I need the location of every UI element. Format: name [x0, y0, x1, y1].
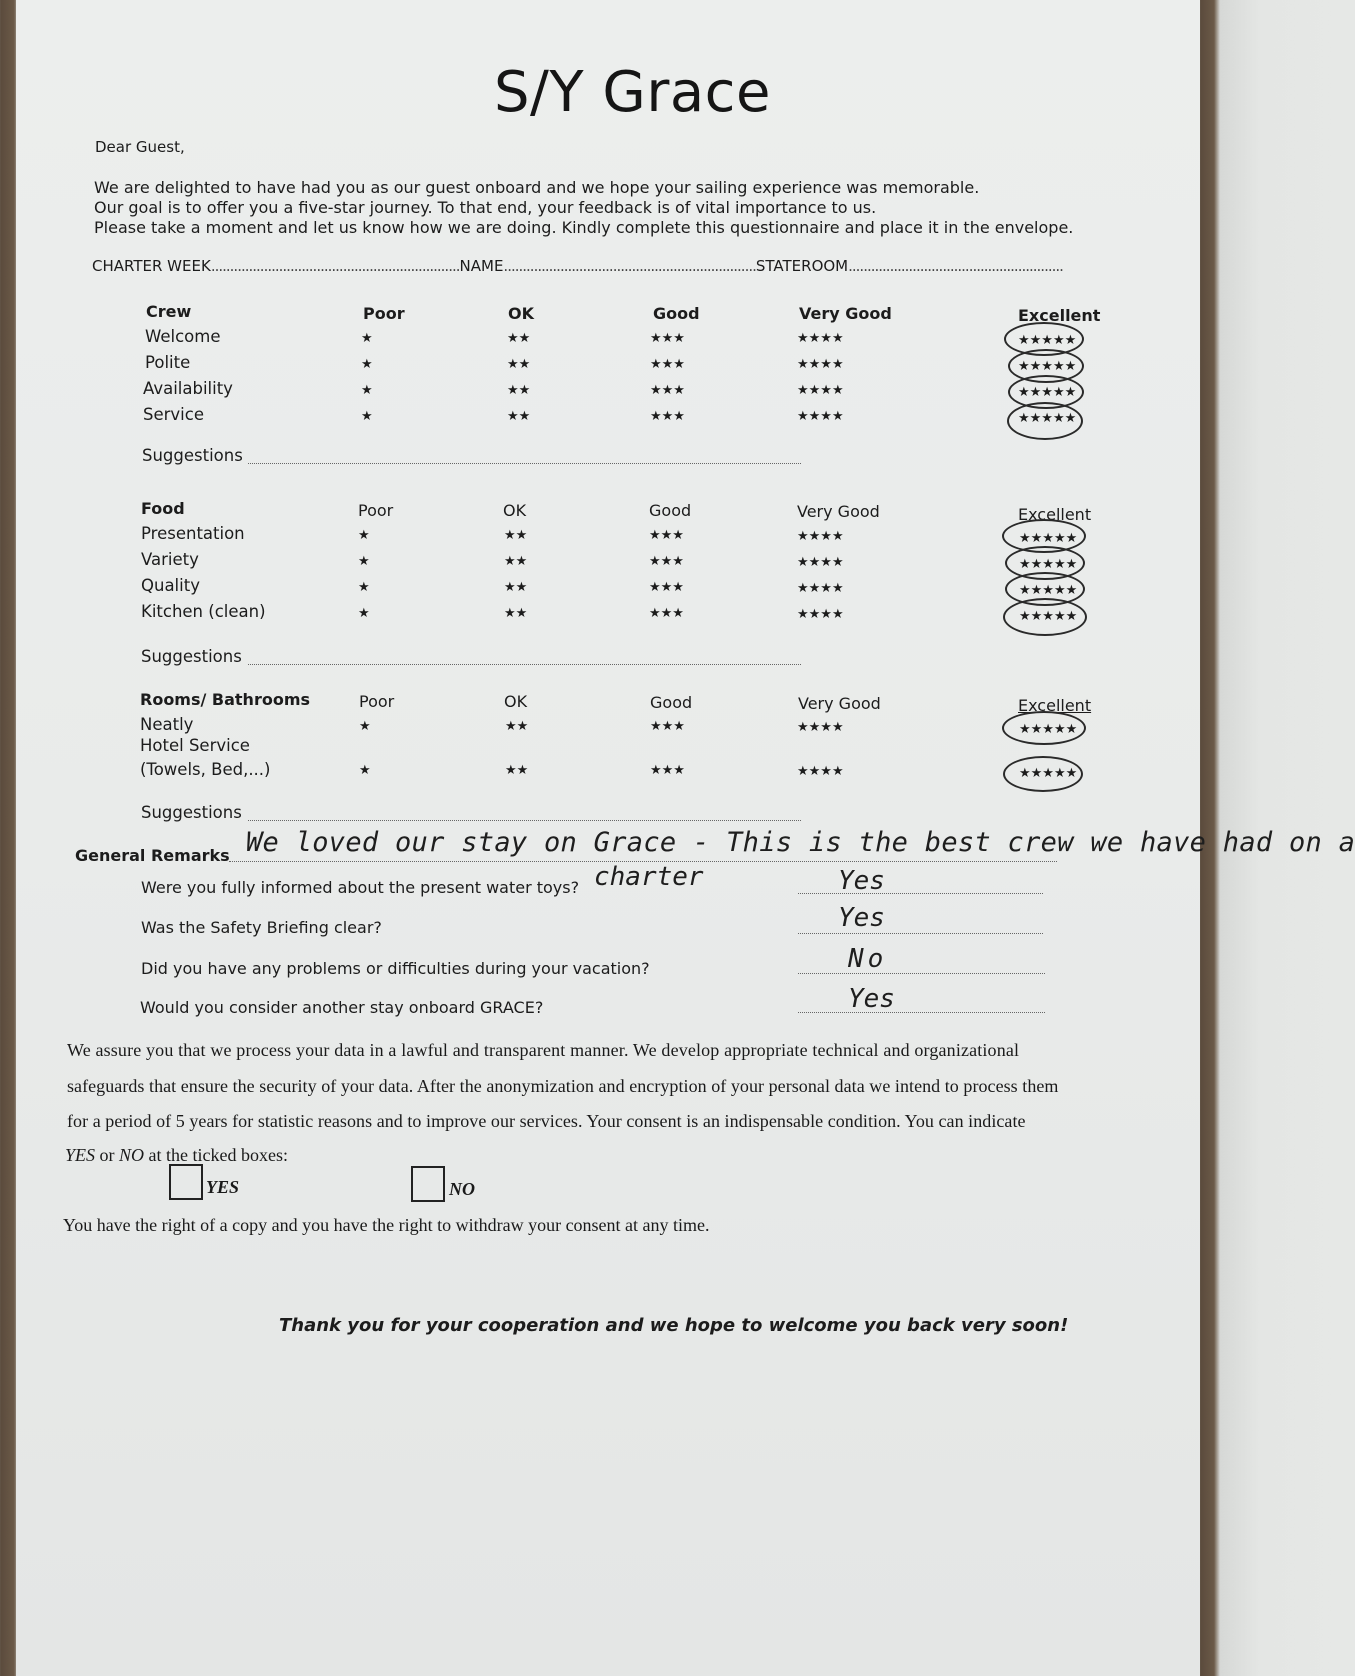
consent-tail: at the ticked boxes: — [144, 1145, 288, 1165]
row-label: Quality — [141, 576, 200, 595]
handwritten-remark-cont: charter — [594, 862, 704, 892]
general-remarks-label: General Remarks — [75, 846, 230, 865]
rating-very-good[interactable]: ★★★★ — [797, 607, 844, 622]
row-label: Neatly — [140, 715, 194, 734]
rating-very-good[interactable]: ★★★★ — [797, 331, 844, 346]
handwritten-answer: No — [848, 944, 888, 974]
guest-fields — [92, 257, 1063, 275]
yes-word: YES — [65, 1145, 96, 1165]
food-suggestions-field[interactable] — [248, 664, 801, 665]
answer-field[interactable] — [798, 1012, 1045, 1013]
handwritten-answer: Yes — [838, 903, 885, 933]
rating-very-good[interactable]: ★★★★ — [797, 720, 844, 735]
thank-you-line: Thank you for your cooperation and we hope to welcome you back very soon! — [279, 1315, 1069, 1336]
rating-good[interactable]: ★★★ — [650, 763, 685, 778]
col-very-good: Very Good — [797, 502, 880, 521]
col-poor: Poor — [359, 692, 395, 711]
col-good: Good — [649, 501, 692, 520]
rating-ok[interactable]: ★★ — [505, 719, 529, 734]
handwritten-remark: We loved our stay on Grace - This is the best crew we have had on a — [246, 827, 1355, 858]
salutation: Dear Guest, — [95, 138, 185, 156]
row-label: Variety — [141, 550, 199, 569]
rating-good[interactable]: ★★★ — [649, 580, 684, 595]
suggestions-label: Suggestions — [141, 647, 242, 666]
selected-circle — [1003, 756, 1083, 792]
rating-poor[interactable]: ★ — [361, 409, 373, 424]
rating-poor[interactable]: ★ — [358, 606, 370, 621]
rating-very-good[interactable]: ★★★★ — [797, 529, 844, 544]
question-text: Was the Safety Briefing clear? — [141, 918, 382, 937]
rating-excellent[interactable]: ★★★★★ — [1019, 531, 1078, 546]
rooms-suggestions-field[interactable] — [248, 820, 801, 821]
charter-week-label: CHARTER WEEK — [92, 257, 211, 275]
consent-line: for a period of 5 years for statistic reasons and to improve our services. Your consent is an indispensable condition. You can indicate — [67, 1111, 1026, 1131]
rights-line: You have the right of a copy and you have the right to withdraw your consent at any time. — [63, 1215, 710, 1235]
rating-good[interactable]: ★★★ — [649, 606, 684, 621]
rating-poor[interactable]: ★ — [361, 331, 373, 346]
rating-good[interactable]: ★★★ — [650, 719, 685, 734]
col-poor: Poor — [363, 304, 405, 323]
selected-circle — [1003, 598, 1087, 636]
rating-very-good[interactable]: ★★★★ — [797, 555, 844, 570]
stateroom-field[interactable]: ......................................................... — [848, 257, 1063, 275]
name-field[interactable]: ................................................................... — [503, 257, 756, 275]
or-word: or — [95, 1145, 120, 1165]
col-excellent: Excellent — [1018, 306, 1101, 325]
col-ok: OK — [504, 692, 528, 711]
row-label: Availability — [143, 379, 233, 398]
row-label: Hotel Service — [140, 736, 250, 755]
intro-line: Our goal is to offer you a five-star journey. To that end, your feedback is of vital importance to us. — [94, 198, 877, 217]
col-very-good: Very Good — [799, 304, 892, 323]
col-ok: OK — [503, 501, 527, 520]
row-label: Polite — [145, 353, 191, 372]
yes-label: YES — [206, 1177, 240, 1197]
rating-ok[interactable]: ★★ — [507, 383, 531, 398]
consent-line: safeguards that ensure the security of your data. After the anonymization and encryption of your personal data we intend to process them — [67, 1076, 1059, 1096]
row-label: Welcome — [145, 327, 221, 346]
row-label: Service — [143, 405, 204, 424]
col-excellent: Excellent — [1018, 505, 1092, 524]
stateroom-label: STATEROOM — [755, 257, 849, 275]
rating-excellent[interactable]: ★★★★★ — [1018, 411, 1077, 426]
intro-line: We are delighted to have had you as our guest onboard and we hope your sailing experience was memorable. — [94, 178, 980, 197]
answer-field[interactable] — [798, 933, 1043, 934]
rating-excellent[interactable]: ★★★★★ — [1018, 359, 1077, 374]
consent-line — [65, 1145, 288, 1166]
col-ok: OK — [508, 304, 534, 323]
rating-ok[interactable]: ★★ — [507, 331, 531, 346]
rating-good[interactable]: ★★★ — [650, 357, 685, 372]
rating-very-good[interactable]: ★★★★ — [797, 409, 844, 424]
rating-poor[interactable]: ★ — [359, 719, 371, 734]
rating-very-good[interactable]: ★★★★ — [797, 581, 844, 596]
rating-ok[interactable]: ★★ — [507, 357, 531, 372]
answer-field[interactable] — [798, 973, 1045, 974]
handwritten-answer: Yes — [848, 984, 895, 1014]
rating-poor[interactable]: ★ — [361, 383, 373, 398]
suggestions-label: Suggestions — [142, 446, 243, 465]
rating-ok[interactable]: ★★ — [504, 528, 528, 543]
row-label: (Towels, Bed,...) — [140, 760, 271, 779]
rating-good[interactable]: ★★★ — [649, 554, 684, 569]
rating-excellent[interactable]: ★★★★★ — [1019, 583, 1078, 598]
rating-excellent[interactable]: ★★★★★ — [1019, 766, 1078, 781]
rating-very-good[interactable]: ★★★★ — [797, 357, 844, 372]
rating-poor[interactable]: ★ — [358, 528, 370, 543]
rating-excellent[interactable]: ★★★★★ — [1019, 609, 1078, 624]
no-checkbox[interactable] — [411, 1166, 445, 1202]
rating-ok[interactable]: ★★ — [504, 606, 528, 621]
rooms-heading: Rooms/ Bathrooms — [140, 690, 311, 709]
rating-ok[interactable]: ★★ — [507, 409, 531, 424]
feedback-sheet — [16, 0, 1355, 1676]
rating-poor[interactable]: ★ — [358, 554, 370, 569]
rating-very-good[interactable]: ★★★★ — [797, 383, 844, 398]
no-label: NO — [449, 1179, 475, 1199]
rating-ok[interactable]: ★★ — [504, 554, 528, 569]
intro-paragraph — [94, 178, 1073, 238]
page-title: S/Y Grace — [494, 60, 771, 125]
crew-suggestions-field[interactable] — [248, 463, 801, 464]
no-word: NO — [119, 1145, 145, 1165]
rating-good[interactable]: ★★★ — [650, 331, 685, 346]
rating-good[interactable]: ★★★ — [650, 383, 685, 398]
question-text: Did you have any problems or difficulties during your vacation? — [141, 959, 650, 978]
yes-checkbox[interactable] — [169, 1164, 203, 1200]
rating-excellent[interactable]: ★★★★★ — [1018, 333, 1077, 348]
col-poor: Poor — [358, 501, 394, 520]
answer-field[interactable] — [798, 893, 1043, 894]
question-text: Were you fully informed about the present water toys? — [141, 878, 580, 897]
suggestions-label: Suggestions — [141, 803, 242, 822]
intro-line: Please take a moment and let us know how we are doing. Kindly complete this questionnaire and place it in the envelope. — [94, 218, 1074, 237]
col-good: Good — [650, 693, 693, 712]
charter-week-field[interactable]: .................................................................. — [210, 257, 460, 275]
crew-heading: Crew — [146, 302, 192, 321]
rating-poor[interactable]: ★ — [361, 357, 373, 372]
handwritten-answer: Yes — [838, 866, 885, 896]
rating-ok[interactable]: ★★ — [504, 580, 528, 595]
col-excellent: Excellent — [1018, 696, 1092, 715]
name-label: NAME — [459, 257, 504, 275]
rating-poor[interactable]: ★ — [358, 580, 370, 595]
rating-poor[interactable]: ★ — [359, 763, 371, 778]
rating-excellent[interactable]: ★★★★★ — [1018, 385, 1077, 400]
rating-good[interactable]: ★★★ — [649, 528, 684, 543]
col-very-good: Very Good — [798, 694, 881, 713]
row-label: Kitchen (clean) — [141, 602, 266, 621]
rating-very-good[interactable]: ★★★★ — [797, 764, 844, 779]
row-label: Presentation — [141, 524, 245, 543]
rating-excellent[interactable]: ★★★★★ — [1019, 722, 1078, 737]
selected-circle — [1002, 711, 1086, 745]
food-heading: Food — [141, 499, 185, 518]
consent-line: We assure you that we process your data in a lawful and transparent manner. We develop appropriate technical and organizational — [67, 1040, 1020, 1060]
rating-ok[interactable]: ★★ — [505, 763, 529, 778]
question-text: Would you consider another stay onboard GRACE? — [140, 998, 544, 1017]
rating-excellent[interactable]: ★★★★★ — [1019, 557, 1078, 572]
rating-good[interactable]: ★★★ — [650, 409, 685, 424]
selected-circle — [1007, 402, 1083, 440]
col-good: Good — [653, 304, 700, 323]
